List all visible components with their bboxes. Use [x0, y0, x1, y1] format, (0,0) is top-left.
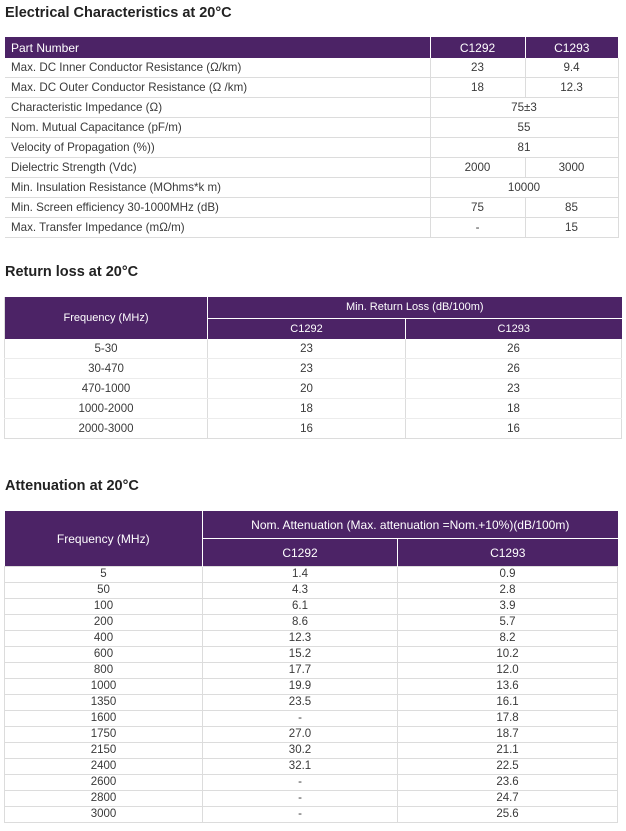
parameter-label: Dielectric Strength (Vdc)	[5, 158, 430, 178]
c1292-header: C1292	[203, 539, 398, 567]
table-row	[5, 178, 618, 198]
table-row	[5, 791, 618, 807]
c1292-header: C1292	[430, 37, 525, 58]
c1293-value-cell: 0.9	[398, 567, 618, 583]
min-return-loss-header: Min. Return Loss (dB/100m)	[208, 297, 622, 318]
c1293-value-cell: 12.0	[398, 663, 618, 679]
nom-attenuation-header: Nom. Attenuation (Max. attenuation =Nom.+10%)(dB/100m)	[203, 511, 618, 539]
frequency-cell: 2400	[5, 759, 203, 775]
table-header-row	[5, 297, 622, 318]
table-row	[5, 138, 618, 158]
c1292-value-cell: 15.2	[203, 647, 398, 663]
table-row	[5, 743, 618, 759]
table-row	[5, 679, 618, 695]
c1293-value-cell: 18	[406, 399, 622, 419]
part-number-header: Part Number	[5, 37, 430, 58]
c1292-value-cell: 20	[208, 379, 406, 399]
parameter-label: Max. DC Inner Conductor Resistance (Ω/km)	[5, 58, 430, 78]
table-row	[5, 567, 618, 583]
c1293-header: C1293	[398, 539, 618, 567]
c1292-value-cell: 23	[208, 339, 406, 359]
table-row	[5, 98, 618, 118]
frequency-cell: 1350	[5, 695, 203, 711]
table-row	[5, 58, 618, 78]
table-row	[5, 727, 618, 743]
table-row	[5, 198, 618, 218]
c1293-header: C1293	[406, 318, 622, 339]
table-row	[5, 379, 622, 399]
c1293-value-cell: 3.9	[398, 599, 618, 615]
c1292-value-cell: 18	[208, 399, 406, 419]
table-row	[5, 647, 618, 663]
frequency-cell: 2000-3000	[5, 419, 208, 439]
parameter-label: Min. Insulation Resistance (MOhms*k m)	[5, 178, 430, 198]
c1293-header: C1293	[525, 37, 618, 58]
table-row	[5, 759, 618, 775]
frequency-cell: 3000	[5, 807, 203, 823]
table-row	[5, 339, 622, 359]
c1293-value-cell: 85	[525, 198, 618, 218]
c1292-value-cell: 23	[208, 359, 406, 379]
c1292-value-cell: 8.6	[203, 615, 398, 631]
c1292-value-cell: 30.2	[203, 743, 398, 759]
frequency-cell: 5	[5, 567, 203, 583]
table-row	[5, 695, 618, 711]
table-row	[5, 399, 622, 419]
c1293-value-cell: 26	[406, 339, 622, 359]
c1292-value-cell: -	[430, 218, 525, 238]
table-row	[5, 419, 622, 439]
c1293-value-cell: 2.8	[398, 583, 618, 599]
c1293-value-cell: 17.8	[398, 711, 618, 727]
c1292-value-cell: 12.3	[203, 631, 398, 647]
c1293-value-cell: 18.7	[398, 727, 618, 743]
c1293-value-cell: 16	[406, 419, 622, 439]
c1293-value-cell: 15	[525, 218, 618, 238]
parameter-label: Max. Transfer Impedance (mΩ/m)	[5, 218, 430, 238]
c1292-value-cell: -	[203, 807, 398, 823]
table-row	[5, 599, 618, 615]
parameter-label: Min. Screen efficiency 30-1000MHz (dB)	[5, 198, 430, 218]
c1293-value-cell: 23	[406, 379, 622, 399]
table-row	[5, 711, 618, 727]
c1292-value-cell: -	[203, 791, 398, 807]
return-loss-table	[4, 297, 622, 439]
frequency-cell: 50	[5, 583, 203, 599]
frequency-cell: 2600	[5, 775, 203, 791]
frequency-cell: 30-470	[5, 359, 208, 379]
table-row	[5, 775, 618, 791]
c1292-value-cell: 4.3	[203, 583, 398, 599]
frequency-cell: 600	[5, 647, 203, 663]
table-row	[5, 359, 622, 379]
c1292-value-cell: 6.1	[203, 599, 398, 615]
c1293-value-cell: 10.2	[398, 647, 618, 663]
c1293-value-cell: 9.4	[525, 58, 618, 78]
shared-value-cell: 75±3	[430, 98, 618, 118]
attenuation-section-title: Attenuation at 20°C	[5, 478, 139, 494]
c1292-value-cell: 23	[430, 58, 525, 78]
c1292-value-cell: 18	[430, 78, 525, 98]
frequency-cell: 5-30	[5, 339, 208, 359]
c1292-value-cell: 2000	[430, 158, 525, 178]
frequency-cell: 1000	[5, 679, 203, 695]
c1292-value-cell: 17.7	[203, 663, 398, 679]
table-row	[5, 631, 618, 647]
shared-value-cell: 10000	[430, 178, 618, 198]
frequency-cell: 100	[5, 599, 203, 615]
table-header-row	[5, 511, 618, 539]
table-row	[5, 118, 618, 138]
c1292-value-cell: 19.9	[203, 679, 398, 695]
electrical-section-title: Electrical Characteristics at 20°C	[5, 5, 232, 21]
frequency-cell: 1600	[5, 711, 203, 727]
parameter-label: Max. DC Outer Conductor Resistance (Ω /km)	[5, 78, 430, 98]
table-row	[5, 663, 618, 679]
table-row	[5, 218, 618, 238]
c1293-value-cell: 25.6	[398, 807, 618, 823]
frequency-cell: 1000-2000	[5, 399, 208, 419]
frequency-cell: 400	[5, 631, 203, 647]
parameter-label: Characteristic Impedance (Ω)	[5, 98, 430, 118]
c1293-value-cell: 5.7	[398, 615, 618, 631]
c1293-value-cell: 12.3	[525, 78, 618, 98]
table-header-row	[5, 37, 618, 58]
frequency-cell: 2150	[5, 743, 203, 759]
table-row	[5, 615, 618, 631]
shared-value-cell: 81	[430, 138, 618, 158]
c1293-value-cell: 24.7	[398, 791, 618, 807]
c1293-value-cell: 21.1	[398, 743, 618, 759]
c1293-value-cell: 23.6	[398, 775, 618, 791]
frequency-cell: 2800	[5, 791, 203, 807]
table-row	[5, 158, 618, 178]
c1292-header: C1292	[208, 318, 406, 339]
c1292-value-cell: 75	[430, 198, 525, 218]
frequency-cell: 470-1000	[5, 379, 208, 399]
c1293-value-cell: 22.5	[398, 759, 618, 775]
c1292-value-cell: 23.5	[203, 695, 398, 711]
c1292-value-cell: 16	[208, 419, 406, 439]
attenuation-table	[4, 511, 618, 823]
c1292-value-cell: 1.4	[203, 567, 398, 583]
shared-value-cell: 55	[430, 118, 618, 138]
c1292-value-cell: -	[203, 711, 398, 727]
c1293-value-cell: 13.6	[398, 679, 618, 695]
c1292-value-cell: 27.0	[203, 727, 398, 743]
frequency-cell: 1750	[5, 727, 203, 743]
c1293-value-cell: 3000	[525, 158, 618, 178]
frequency-header: Frequency (MHz)	[5, 297, 208, 339]
electrical-characteristics-table	[5, 37, 619, 238]
frequency-cell: 200	[5, 615, 203, 631]
frequency-header: Frequency (MHz)	[5, 511, 203, 567]
c1292-value-cell: -	[203, 775, 398, 791]
c1293-value-cell: 26	[406, 359, 622, 379]
return-loss-section-title: Return loss at 20°C	[5, 264, 139, 280]
parameter-label: Velocity of Propagation (%))	[5, 138, 430, 158]
frequency-cell: 800	[5, 663, 203, 679]
c1292-value-cell: 32.1	[203, 759, 398, 775]
table-row	[5, 78, 618, 98]
parameter-label: Nom. Mutual Capacitance (pF/m)	[5, 118, 430, 138]
c1293-value-cell: 8.2	[398, 631, 618, 647]
table-row	[5, 807, 618, 823]
table-row	[5, 583, 618, 599]
c1293-value-cell: 16.1	[398, 695, 618, 711]
